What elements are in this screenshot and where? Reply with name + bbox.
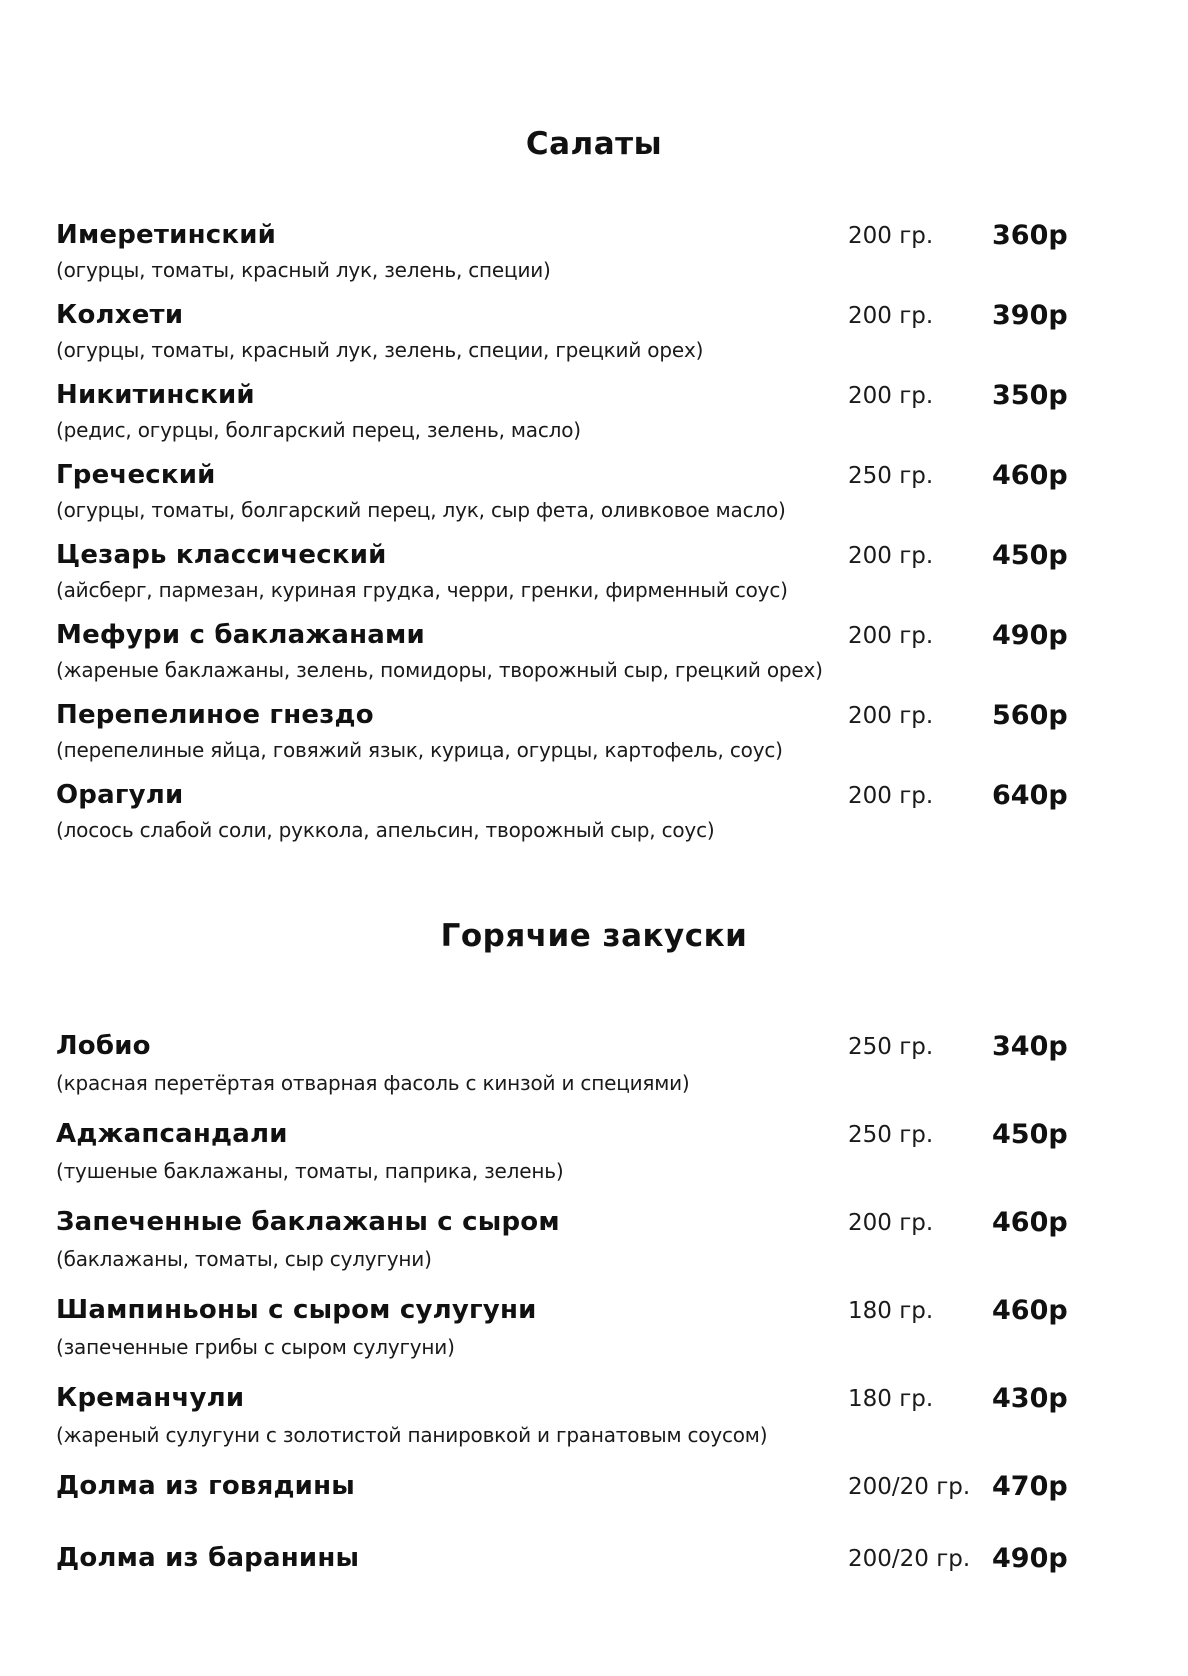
item-weight: 200 гр. (848, 703, 934, 729)
section-title-salads: Салаты (525, 126, 663, 162)
item-weight: 200 гр. (848, 623, 934, 649)
menu-item (56, 540, 1136, 610)
item-weight: 250 гр. (848, 1034, 934, 1060)
item-weight: 250 гр. (848, 1122, 934, 1148)
menu-item (56, 1119, 1136, 1189)
item-name: Перепелиное гнездо (56, 700, 374, 730)
menu-item (56, 1383, 1136, 1453)
item-name: Запеченные баклажаны с сыром (56, 1207, 560, 1237)
menu-item (56, 700, 1136, 770)
item-weight: 200/20 гр. (848, 1474, 971, 1500)
item-price: 490р (992, 620, 1068, 651)
item-description: (баклажаны, томаты, сыр сулугуни) (56, 1247, 432, 1271)
item-price: 490р (992, 1543, 1068, 1574)
item-name: Имеретинский (56, 220, 277, 250)
item-description: (огурцы, томаты, красный лук, зелень, специи) (56, 258, 551, 282)
item-price: 430р (992, 1383, 1068, 1414)
item-price: 390р (992, 300, 1068, 331)
item-description: (тушеные баклажаны, томаты, паприка, зелень) (56, 1159, 564, 1183)
item-name: Никитинский (56, 380, 255, 410)
item-weight: 200/20 гр. (848, 1546, 971, 1572)
menu-item (56, 1471, 1136, 1507)
menu-item (56, 460, 1136, 530)
item-price: 360р (992, 220, 1068, 251)
item-price: 470р (992, 1471, 1068, 1502)
item-description: (огурцы, томаты, болгарский перец, лук, сыр фета, оливковое масло) (56, 498, 786, 522)
item-name: Лобио (56, 1031, 151, 1061)
item-name: Колхети (56, 300, 184, 330)
menu-item (56, 380, 1136, 450)
item-description: (жареные баклажаны, зелень, помидоры, творожный сыр, грецкий орех) (56, 658, 823, 682)
item-price: 450р (992, 1119, 1068, 1150)
item-name: Цезарь классический (56, 540, 387, 570)
item-weight: 200 гр. (848, 303, 934, 329)
menu-item (56, 1207, 1136, 1277)
item-weight: 200 гр. (848, 223, 934, 249)
item-price: 640р (992, 780, 1068, 811)
item-description: (жареный сулугуни с золотистой панировкой и гранатовым соусом) (56, 1423, 768, 1447)
item-price: 560р (992, 700, 1068, 731)
menu-item (56, 780, 1136, 850)
item-name: Долма из говядины (56, 1471, 355, 1501)
item-name: Греческий (56, 460, 216, 490)
item-description: (лосось слабой соли, руккола, апельсин, творожный сыр, соус) (56, 818, 715, 842)
item-price: 460р (992, 460, 1068, 491)
section-title-hot-appetizers: Горячие закуски (440, 918, 748, 954)
item-description: (редис, огурцы, болгарский перец, зелень, масло) (56, 418, 581, 442)
item-price: 340р (992, 1031, 1068, 1062)
item-weight: 200 гр. (848, 543, 934, 569)
item-price: 460р (992, 1295, 1068, 1326)
item-description: (запеченные грибы с сыром сулугуни) (56, 1335, 455, 1359)
menu-item (56, 1543, 1136, 1579)
item-price: 350р (992, 380, 1068, 411)
item-name: Аджапсандали (56, 1119, 288, 1149)
menu-item (56, 300, 1136, 370)
item-name: Мефури с баклажанами (56, 620, 425, 650)
item-name: Долма из баранины (56, 1543, 360, 1573)
menu-item (56, 620, 1136, 690)
item-price: 460р (992, 1207, 1068, 1238)
item-weight: 180 гр. (848, 1298, 934, 1324)
item-name: Креманчули (56, 1383, 245, 1413)
menu-item (56, 1031, 1136, 1101)
item-name: Шампиньоны с сыром сулугуни (56, 1295, 537, 1325)
menu-item (56, 220, 1136, 290)
item-name: Орагули (56, 780, 184, 810)
item-weight: 200 гр. (848, 783, 934, 809)
menu-item (56, 1295, 1136, 1365)
item-price: 450р (992, 540, 1068, 571)
item-weight: 200 гр. (848, 1210, 934, 1236)
item-description: (красная перетёртая отварная фасоль с кинзой и специями) (56, 1071, 690, 1095)
item-weight: 250 гр. (848, 463, 934, 489)
item-weight: 200 гр. (848, 383, 934, 409)
item-description: (айсберг, пармезан, куриная грудка, черри, гренки, фирменный соус) (56, 578, 788, 602)
item-description: (перепелиные яйца, говяжий язык, курица, огурцы, картофель, соус) (56, 738, 783, 762)
item-description: (огурцы, томаты, красный лук, зелень, специи, грецкий орех) (56, 338, 704, 362)
item-weight: 180 гр. (848, 1386, 934, 1412)
